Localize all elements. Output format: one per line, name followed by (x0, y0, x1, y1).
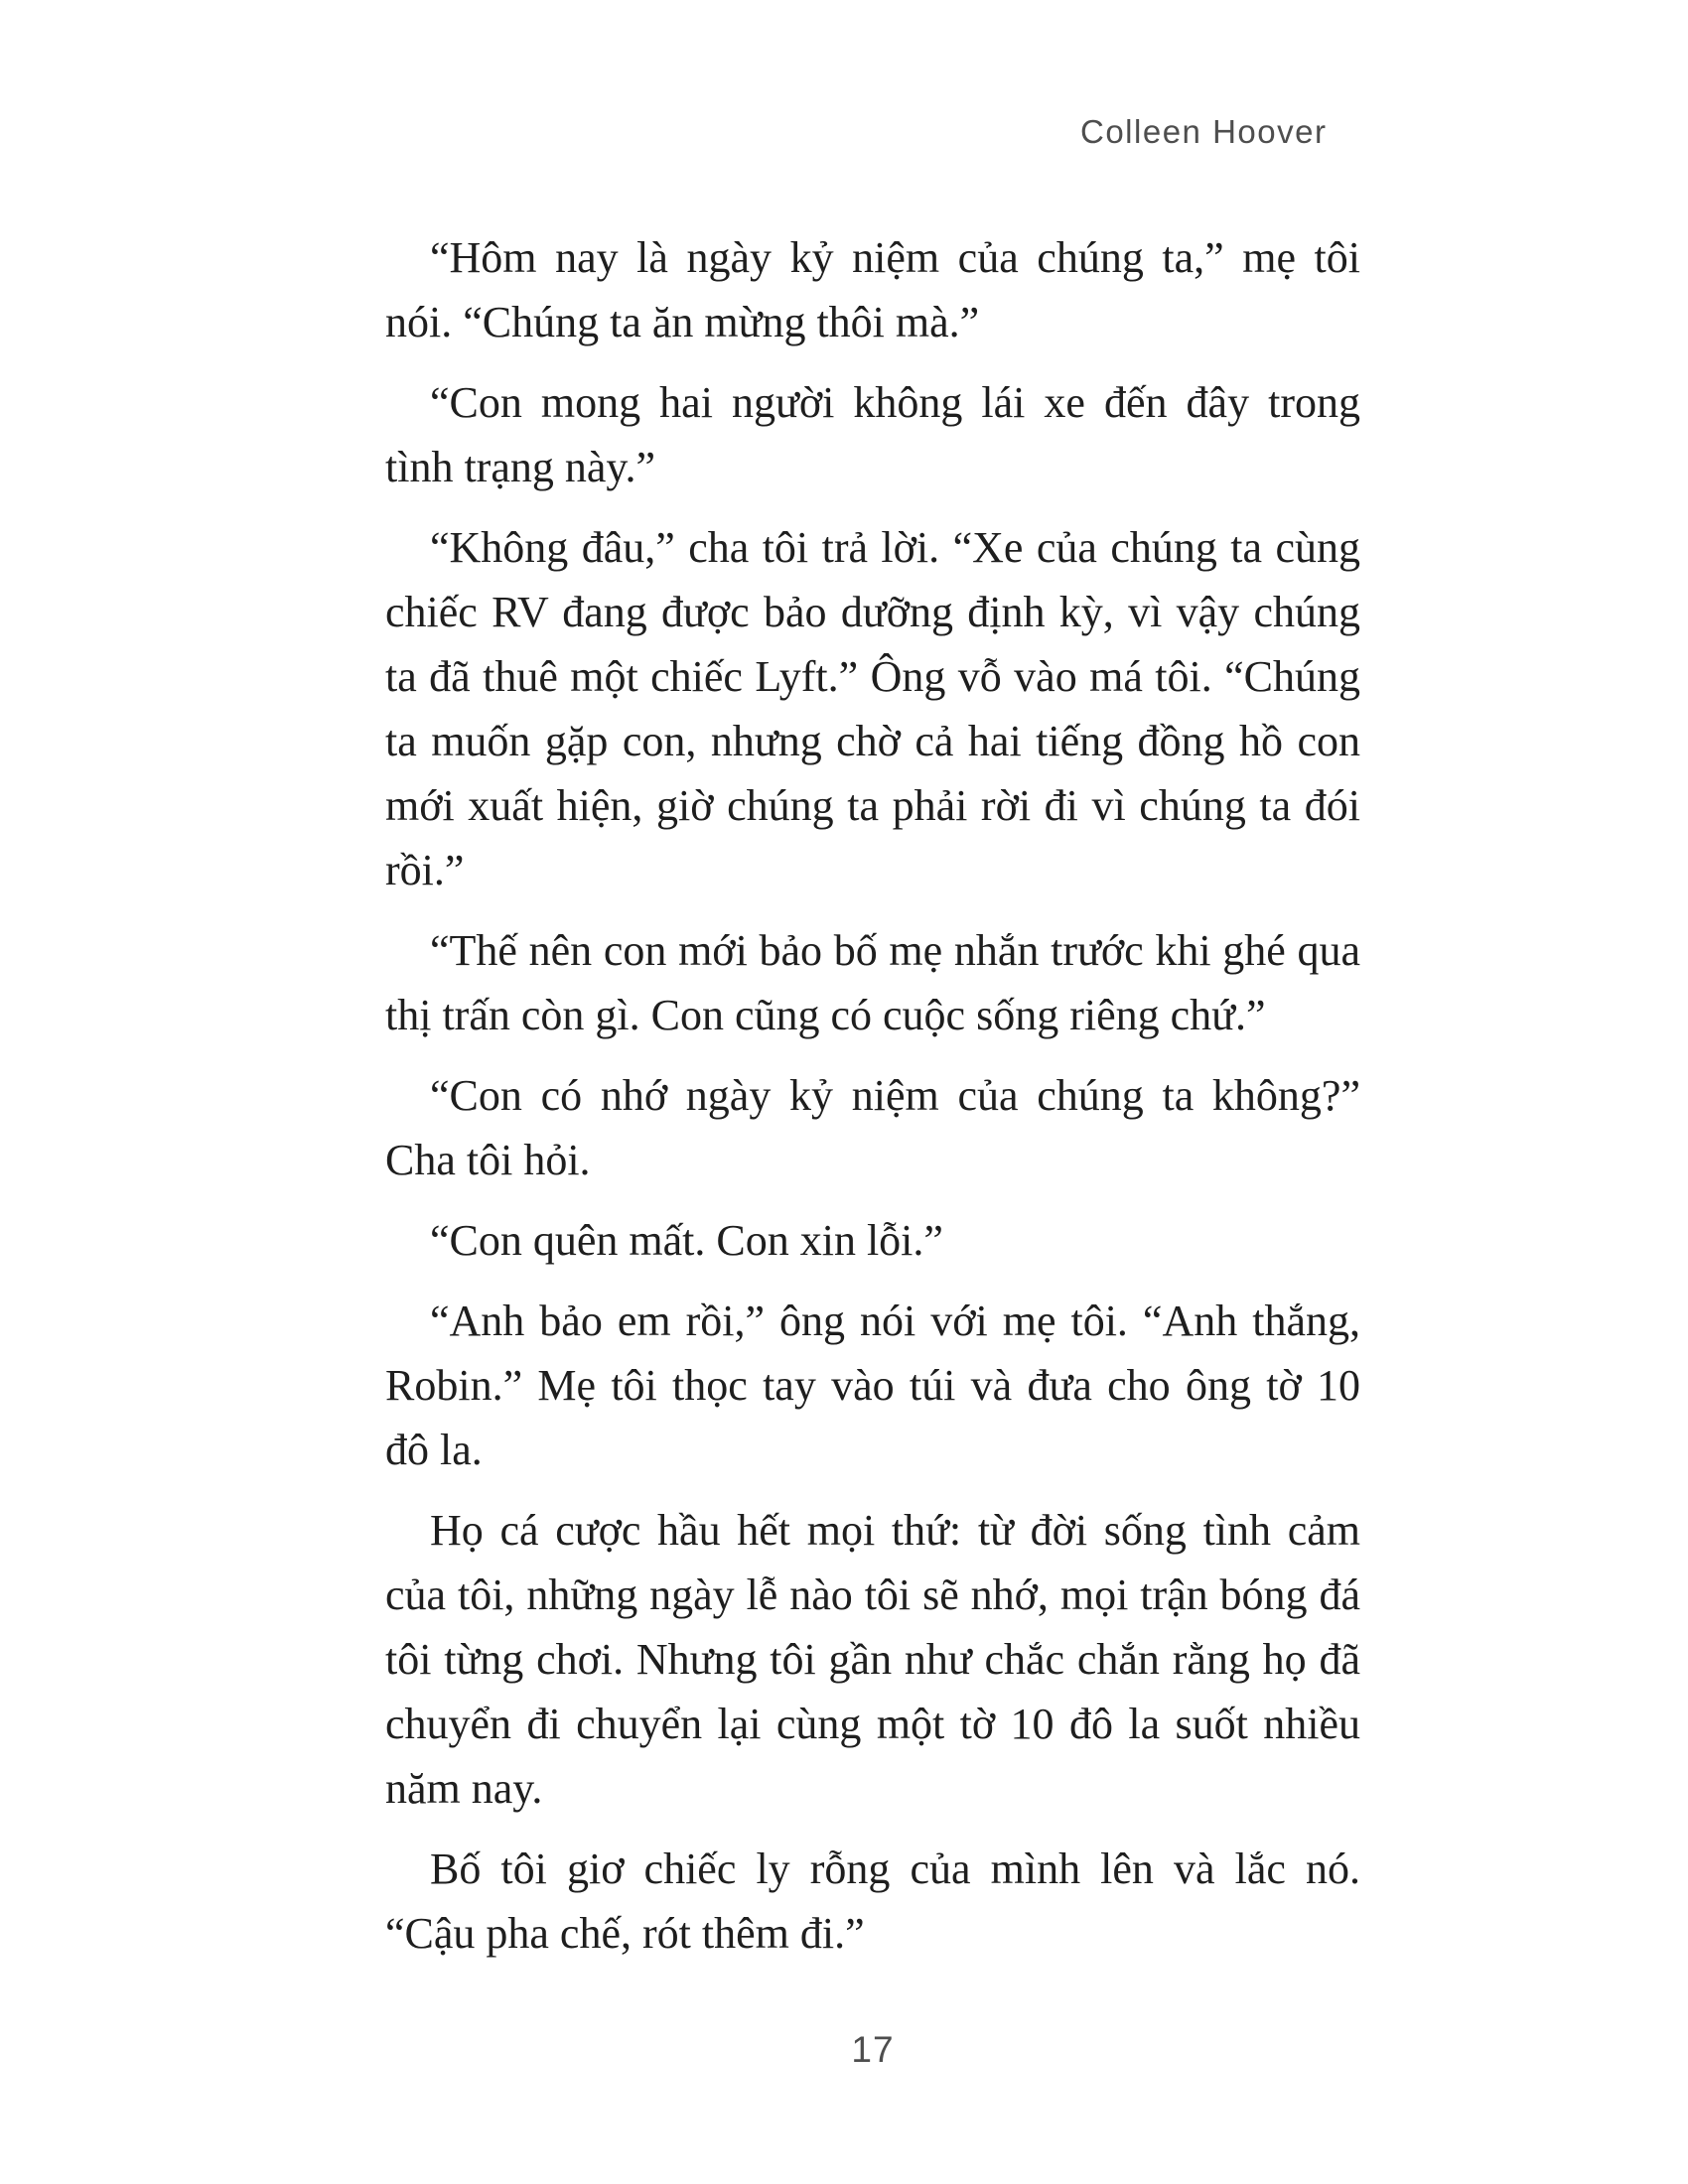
paragraph: Họ cá cược hầu hết mọi thứ: từ đời sống tình cảm của tôi, những ngày lễ nào tôi sẽ nhớ, mọi trận bóng đá tôi từng chơi. Nhưng tôi gần như chắc chắn rằng họ đã chuyển đi chuyển lại cùng một tờ 10 đô la suốt nhiều năm nay. (385, 1506, 1360, 1813)
paragraph: “Con quên mất. Con xin lỗi.” (430, 1216, 943, 1265)
paragraph: “Hôm nay là ngày kỷ niệm của chúng ta,” mẹ tôi nói. “Chúng ta ăn mừng thôi mà.” (385, 233, 1360, 346)
paragraph: “Con có nhớ ngày kỷ niệm của chúng ta không?” Cha tôi hỏi. (385, 1071, 1360, 1184)
paragraph: “Không đâu,” cha tôi trả lời. “Xe của chúng ta cùng chiếc RV đang được bảo dưỡng định kỳ, vì vậy chúng ta đã thuê một chiếc Lyft.” Ông vỗ vào má tôi. “Chúng ta muốn gặp con, nhưng chờ cả hai tiếng đồng hồ con mới xuất hiện, giờ chúng ta phải rời đi vì chúng ta đói rồi.” (385, 523, 1360, 894)
body-text-column (385, 225, 1360, 1981)
paragraph: “Con mong hai người không lái xe đến đây trong tình trạng này.” (385, 378, 1360, 491)
paragraph: “Anh bảo em rồi,” ông nói với mẹ tôi. “Anh thắng, Robin.” Mẹ tôi thọc tay vào túi và đưa cho ông tờ 10 đô la. (385, 1297, 1360, 1474)
page-number: 17 (851, 2029, 895, 2070)
running-header-author: Colleen Hoover (1080, 113, 1328, 150)
paragraph: “Thế nên con mới bảo bố mẹ nhắn trước khi ghé qua thị trấn còn gì. Con cũng có cuộc sống riêng chứ.” (385, 926, 1360, 1039)
paragraph: Bố tôi giơ chiếc ly rỗng của mình lên và lắc nó. “Cậu pha chế, rót thêm đi.” (385, 1844, 1360, 1958)
